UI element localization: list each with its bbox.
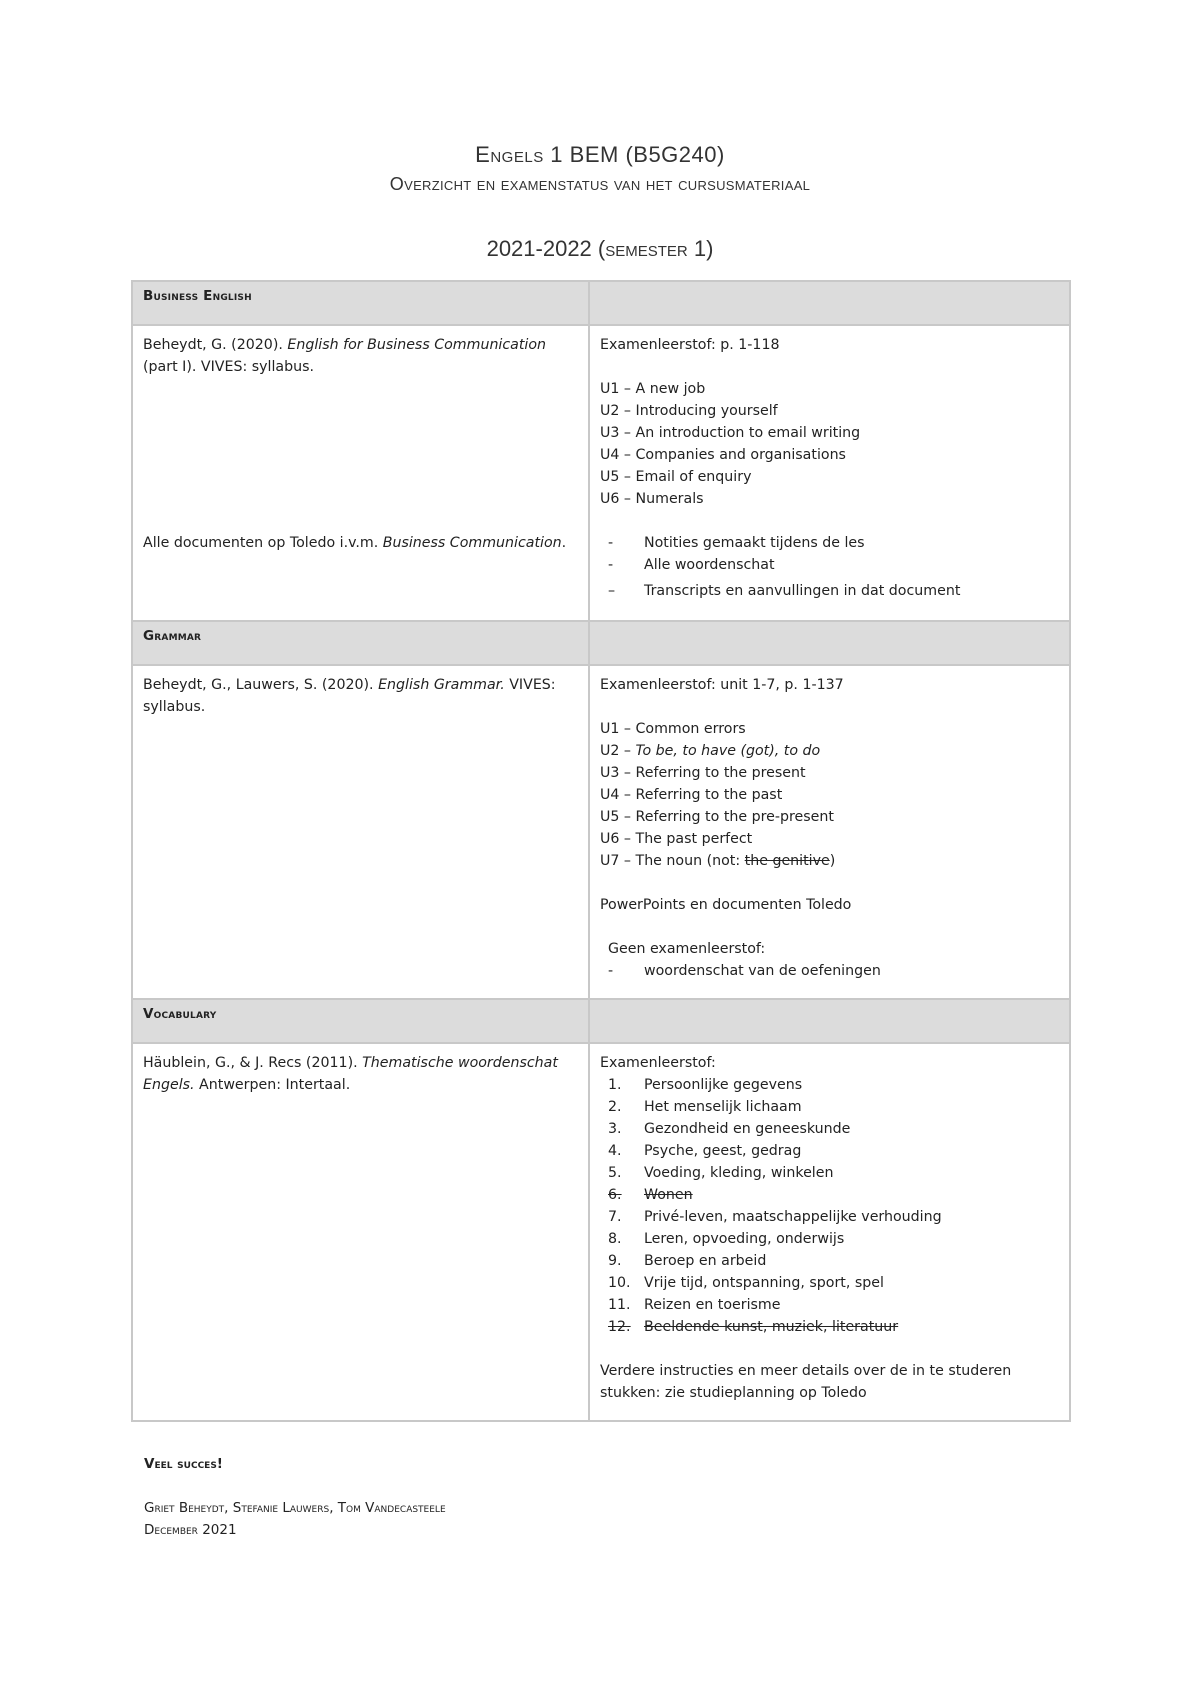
section-row-business-english — [132, 325, 1070, 621]
topic-item: 5. Voeding, kleding, winkelen — [608, 1165, 834, 1181]
unit-item: U4 – Referring to the past — [600, 787, 783, 803]
reference-grammar-syllabus: Beheydt, G., Lauwers, S. (2020). English Grammar. VIVES: syllabus. — [143, 677, 556, 715]
study-note: stukken: zie studieplanning op Toledo — [600, 1385, 867, 1401]
topic-item: 10. Vrije tijd, ontspanning, sport, spel — [608, 1275, 884, 1291]
reference-vocabulary-book: Häublein, G., & J. Recs (2011). Thematische woordenschat Engels. Antwerpen: Intertaal. — [143, 1055, 558, 1093]
topic-item: 1. Persoonlijke gegevens — [608, 1077, 803, 1093]
powerpoints-note: PowerPoints en documenten Toledo — [600, 897, 852, 913]
unit-item: U5 – Email of enquiry — [600, 469, 752, 485]
section-header-business-english — [132, 281, 1070, 325]
document-title: Engels 1 BEM (B5G240) — [475, 142, 725, 167]
section-row-vocabulary — [132, 1043, 1070, 1421]
unit-item: U3 – Referring to the present — [600, 765, 806, 781]
topic-item: 7. Privé-leven, maatschappelijke verhouding — [608, 1209, 942, 1225]
course-material-table — [131, 280, 1071, 1422]
unit-item: U1 – Common errors — [600, 721, 746, 737]
section-title: Business English — [143, 288, 252, 304]
closing-wish: Veel succes! — [144, 1456, 223, 1472]
no-exam-heading: Geen examenleerstof: — [608, 941, 766, 957]
topic-item: 4. Psyche, geest, gedrag — [608, 1143, 802, 1159]
bullet-item: - woordenschat van de oefeningen — [608, 963, 881, 979]
unit-item: U6 – Numerals — [600, 491, 704, 507]
unit-item: U5 – Referring to the pre-present — [600, 809, 834, 825]
reference-toledo-documents: Alle documenten op Toledo i.v.m. Business Communication. — [143, 535, 567, 551]
academic-year: 2021-2022 (semester 1) — [486, 236, 714, 261]
exam-scope: Examenleerstof: p. 1-118 — [600, 337, 780, 353]
section-header-vocabulary — [132, 999, 1070, 1043]
authors: Griet Beheydt, Stefanie Lauwers, Tom Vandecasteele — [144, 1500, 446, 1516]
exam-scope: Examenleerstof: unit 1-7, p. 1-137 — [600, 677, 844, 693]
topic-item: 3. Gezondheid en geneeskunde — [608, 1121, 851, 1137]
bullet-item: – Transcripts en aanvullingen in dat document — [608, 583, 961, 599]
unit-item: U2 – To be, to have (got), to do — [600, 743, 821, 759]
reference-business-syllabus: Beheydt, G. (2020). English for Business Communication (part I). VIVES: syllabus. — [143, 337, 547, 375]
section-title: Vocabulary — [143, 1006, 217, 1022]
topic-item: 2. Het menselijk lichaam — [608, 1099, 802, 1115]
topic-item-excluded: 12. Beeldende kunst, muziek, literatuur — [608, 1319, 899, 1335]
topic-item: 8. Leren, opvoeding, onderwijs — [608, 1231, 845, 1247]
section-row-grammar — [132, 665, 1070, 999]
unit-item: U6 – The past perfect — [600, 831, 753, 847]
unit-item: U3 – An introduction to email writing — [600, 425, 861, 441]
section-header-grammar — [132, 621, 1070, 665]
document-date: December 2021 — [144, 1522, 237, 1538]
bullet-item: - Alle woordenschat — [608, 557, 775, 573]
exam-scope: Examenleerstof: — [600, 1055, 716, 1071]
unit-item: U1 – A new job — [600, 381, 706, 397]
section-title: Grammar — [143, 628, 202, 644]
bullet-item: - Notities gemaakt tijdens de les — [608, 535, 865, 551]
topic-item: 11. Reizen en toerisme — [608, 1297, 781, 1313]
unit-item: U4 – Companies and organisations — [600, 447, 846, 463]
unit-item: U7 – The noun (not: the genitive) — [600, 853, 836, 869]
study-note: Verdere instructies en meer details over de in te studeren — [600, 1363, 1012, 1379]
topic-item: 9. Beroep en arbeid — [608, 1253, 767, 1269]
document-subtitle: Overzicht en examenstatus van het cursusmateriaal — [389, 174, 811, 194]
unit-item: U2 – Introducing yourself — [600, 403, 778, 419]
topic-item-excluded: 6. Wonen — [608, 1187, 693, 1203]
